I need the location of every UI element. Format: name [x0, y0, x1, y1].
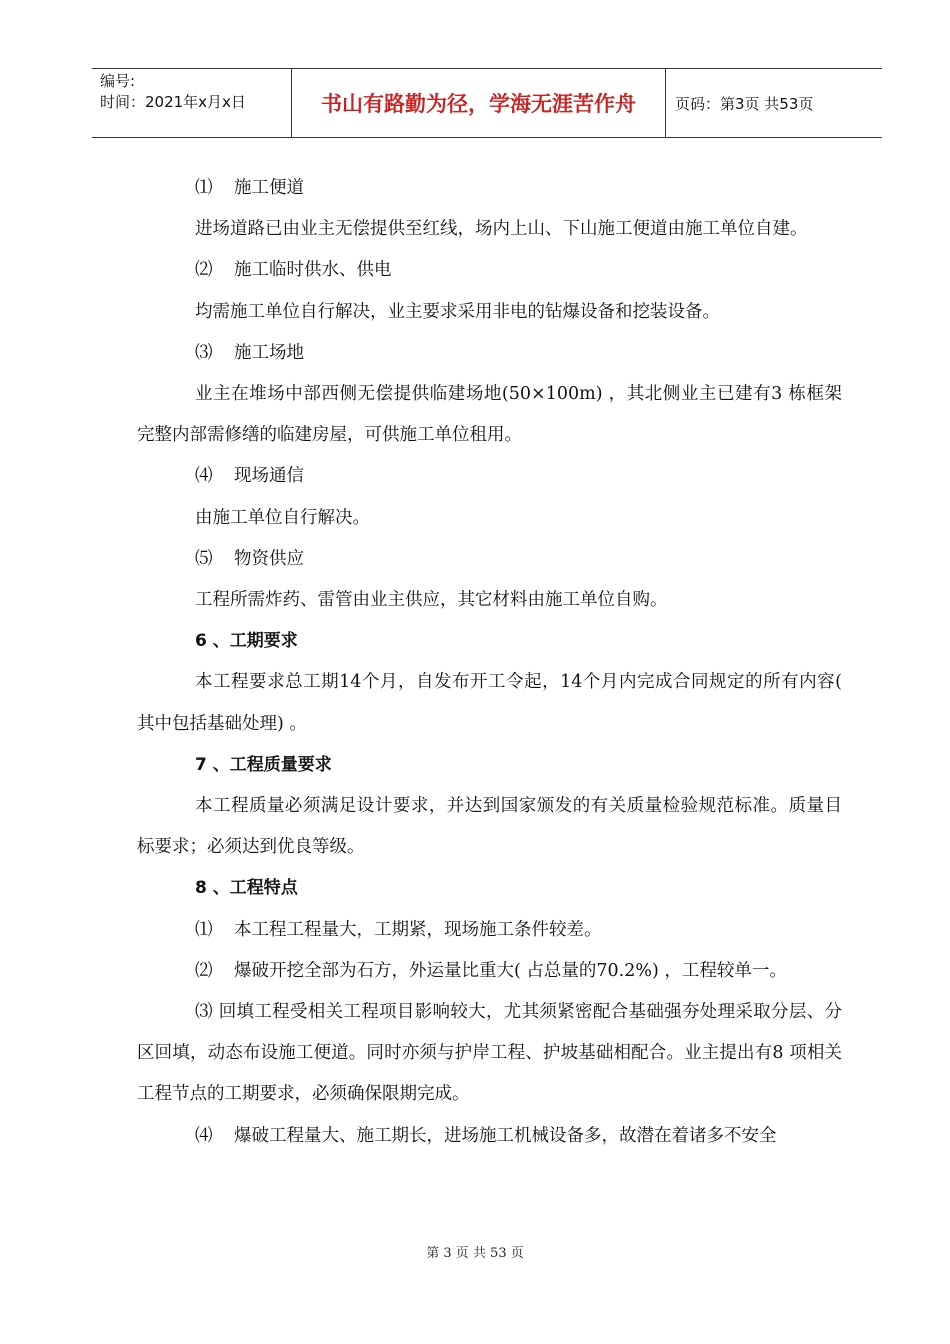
paragraph: ⑶ 回填工程受相关工程项目影响较大，尤其须紧密配合基础强夯处理采取分层、分区回填，动态布设施工便道。同时亦须与护岸工程、护坡基础相配合。业主提出有8 项相关工程节点的工期要求，必须确保限期完成。: [137, 1002, 842, 1105]
list-item: [137, 333, 842, 374]
section-heading: 7 、工程质量要求: [195, 754, 332, 775]
item-number: ⑴: [195, 919, 213, 940]
section-heading: 6 、工期要求: [195, 631, 298, 652]
paragraph: 本工程质量必须满足设计要求，并达到国家颁发的有关质量检验规范标准。质量目标要求；必须达到优良等级。: [137, 796, 842, 858]
item-text: 施工临时供水、供电: [234, 260, 392, 281]
list-item: [137, 951, 842, 992]
paragraph: 进场道路已由业主无偿提供至红线，场内上山、下山施工便道由施工单位自建。: [195, 219, 808, 240]
paragraph: 本工程要求总工期14个月，自发布开工令起，14个月内完成合同规定的所有内容( 其中包括基础处理) 。: [137, 672, 842, 734]
paragraph: 均需施工单位自行解决，业主要求采用非电的钻爆设备和挖装设备。: [195, 301, 720, 322]
item-number: ⑴: [195, 178, 213, 198]
paragraph: 业主在堆场中部西侧无偿提供临建场地(50×100m) ，其北侧业主已建有3 栋框架完整内部需修缮的临建房屋，可供施工单位租用。: [137, 384, 842, 446]
list-item: [137, 910, 842, 951]
page-footer: 第 3 页 共 53 页: [426, 1246, 524, 1261]
list-item: [137, 168, 842, 209]
item-number: ⑵: [195, 260, 213, 281]
header-page-number: 页码：第3页 共53页: [675, 94, 814, 113]
header-meta: [92, 69, 292, 137]
page-header: [92, 68, 882, 138]
document-body: [137, 168, 842, 1157]
item-text: 物资供应: [234, 548, 304, 569]
paragraph: 工程所需炸药、雷管由业主供应，其它材料由施工单位自购。: [195, 590, 668, 611]
item-number: ⑸: [195, 548, 213, 569]
item-text: 爆破开挖全部为石方，外运量比重大( 占总量的70.2%) ，工程较单一。: [234, 960, 787, 981]
list-item: [137, 1116, 842, 1157]
item-number: ⑵: [195, 960, 213, 981]
item-number: ⑷: [195, 1125, 213, 1146]
document-time: 时间：2021年x月x日: [100, 93, 246, 111]
item-text: 本工程工程量大，工期紧，现场施工条件较差。: [234, 919, 602, 940]
item-number: ⑷: [195, 466, 213, 487]
item-text: 施工场地: [234, 342, 304, 363]
item-text: 爆破工程量大、施工期长，进场施工机械设备多，故潜在着诸多不安全: [234, 1125, 777, 1146]
item-text: 现场通信: [234, 466, 304, 487]
document-number-label: 编号:: [100, 72, 136, 90]
list-item: [137, 539, 842, 580]
item-text: 施工便道: [234, 178, 304, 198]
paragraph: 由施工单位自行解决。: [195, 507, 370, 528]
section-heading: 8 、工程特点: [195, 878, 298, 899]
item-number: ⑶: [195, 342, 213, 363]
list-item: [137, 456, 842, 497]
header-motto: 书山有路勤为径，学海无涯苦作舟: [292, 69, 666, 137]
list-item: [137, 250, 842, 291]
